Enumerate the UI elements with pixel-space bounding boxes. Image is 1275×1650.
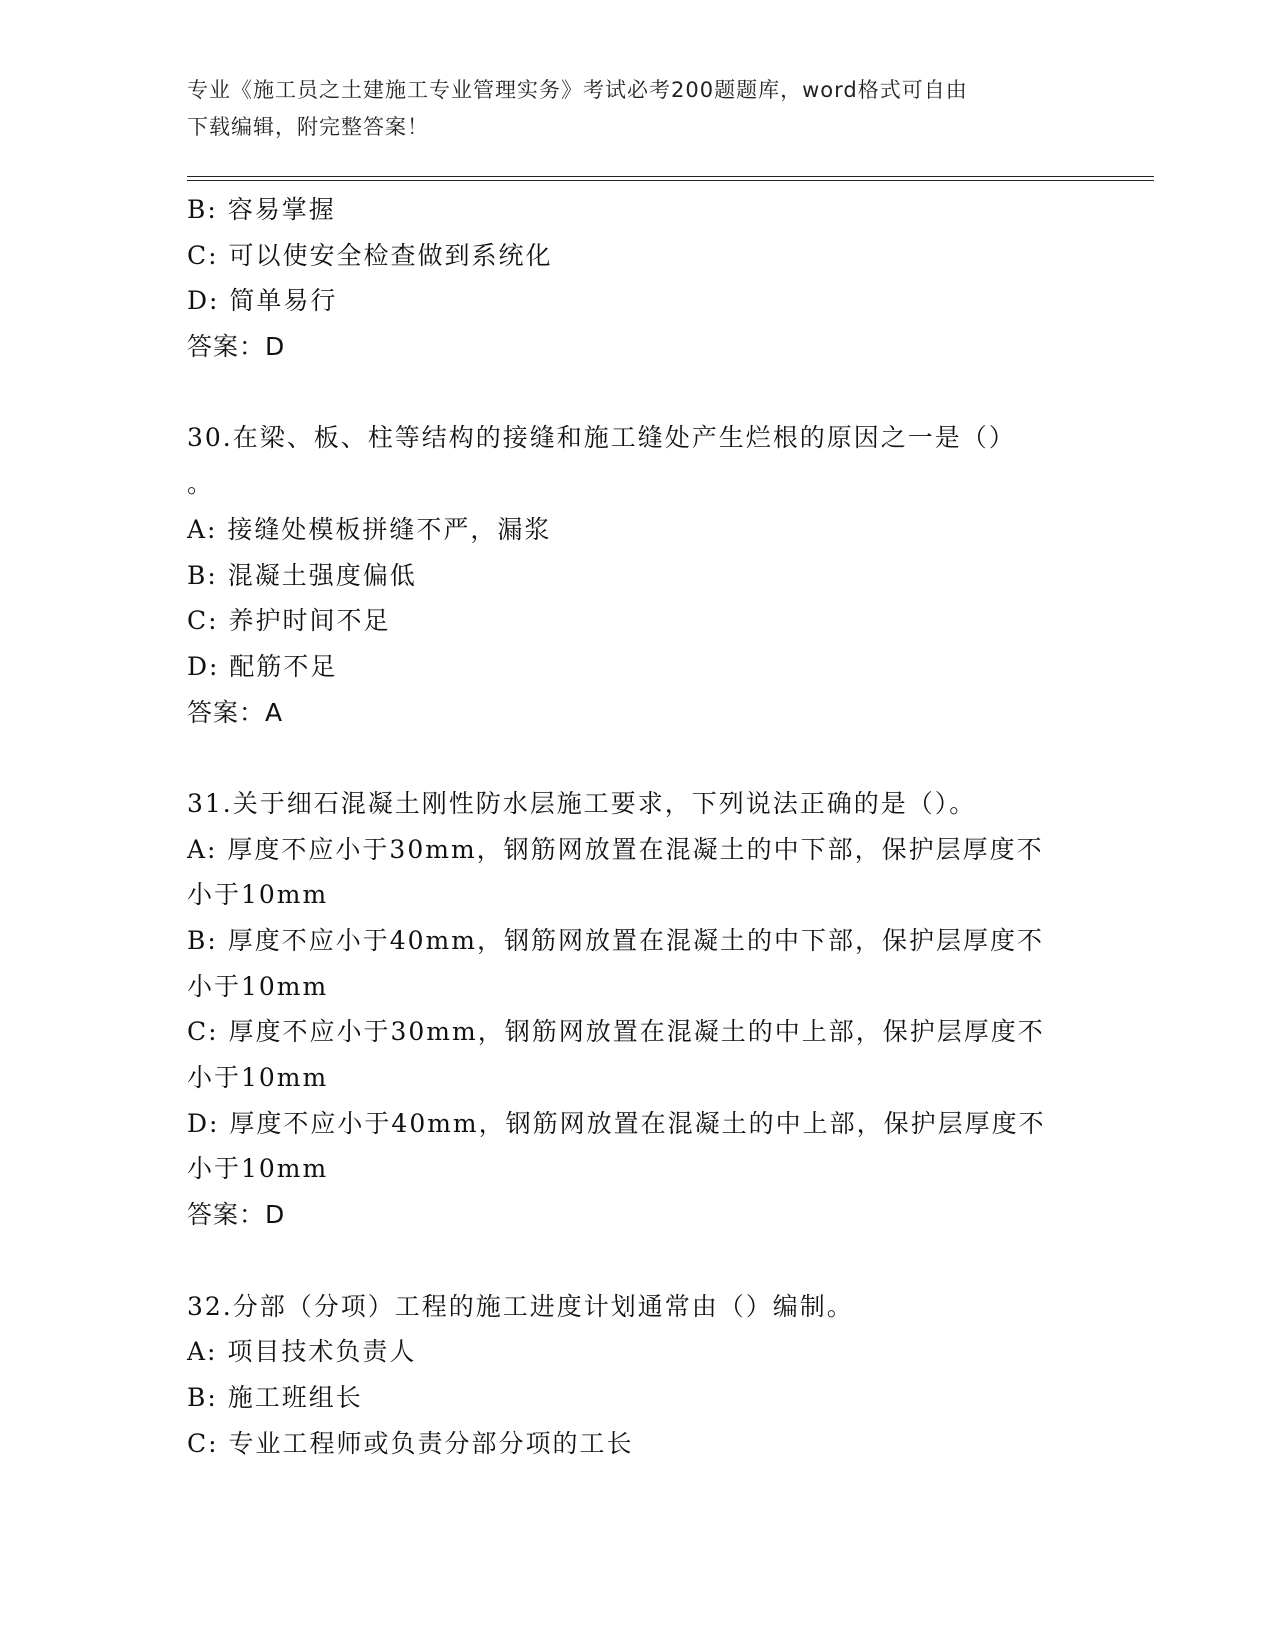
question-text-continued: 。 — [187, 469, 215, 499]
answer-text: 答案：D — [187, 1200, 286, 1230]
header-divider — [187, 176, 1154, 181]
question-list — [187, 187, 1087, 1466]
question-31 — [187, 781, 1087, 1238]
question-30 — [187, 415, 1087, 735]
answer-text: 答案：D — [187, 332, 286, 362]
option-c: C: 可以使安全检查做到系统化 — [187, 240, 553, 270]
option-a: A: 接缝处模板拼缝不严，漏浆 — [187, 514, 552, 544]
option-b-continued: 小于10mm — [187, 971, 329, 1001]
option-b: B: 厚度不应小于40mm，钢筋网放置在混凝土的中下部，保护层厚度不 — [187, 926, 1044, 955]
document-header — [187, 72, 1087, 146]
option-b: B: 混凝土强度偏低 — [187, 560, 417, 590]
option-c: C: 厚度不应小于30mm，钢筋网放置在混凝土的中上部，保护层厚度不 — [187, 1017, 1045, 1047]
spacer — [187, 1238, 1087, 1284]
option-a: A: 项目技术负责人 — [187, 1337, 417, 1367]
option-d-continued: 小于10mm — [187, 1154, 329, 1184]
answer-text: 答案：A — [187, 697, 284, 727]
header-line-2: 下载编辑，附完整答案！ — [187, 115, 429, 139]
option-b: B: 容易掌握 — [187, 195, 336, 224]
question-text: 32.分部（分项）工程的施工进度计划通常由（）编制。 — [187, 1291, 854, 1321]
spacer — [187, 735, 1087, 781]
spacer — [187, 370, 1087, 416]
option-c: C: 专业工程师或负责分部分项的工长 — [187, 1428, 634, 1458]
option-d: D: 简单易行 — [187, 286, 338, 316]
question-text: 31.关于细石混凝土刚性防水层施工要求，下列说法正确的是（）。 — [187, 788, 977, 818]
option-c-continued: 小于10mm — [187, 1063, 329, 1093]
option-c: C: 养护时间不足 — [187, 606, 391, 636]
question-29 — [187, 187, 1087, 370]
option-a: A: 厚度不应小于30mm，钢筋网放置在混凝土的中下部，保护层厚度不 — [187, 834, 1044, 864]
question-text: 30.在梁、板、柱等结构的接缝和施工缝处产生烂根的原因之一是（） — [187, 423, 1016, 453]
option-d: D: 厚度不应小于40mm，钢筋网放置在混凝土的中上部，保护层厚度不 — [187, 1108, 1046, 1138]
header-line-1: 专业《施工员之土建施工专业管理实务》考试必考200题题库，word格式可自由 — [187, 78, 968, 102]
option-d: D: 配筋不足 — [187, 651, 338, 681]
option-b: B: 施工班组长 — [187, 1382, 363, 1412]
option-a-continued: 小于10mm — [187, 880, 329, 910]
question-32 — [187, 1284, 1087, 1467]
